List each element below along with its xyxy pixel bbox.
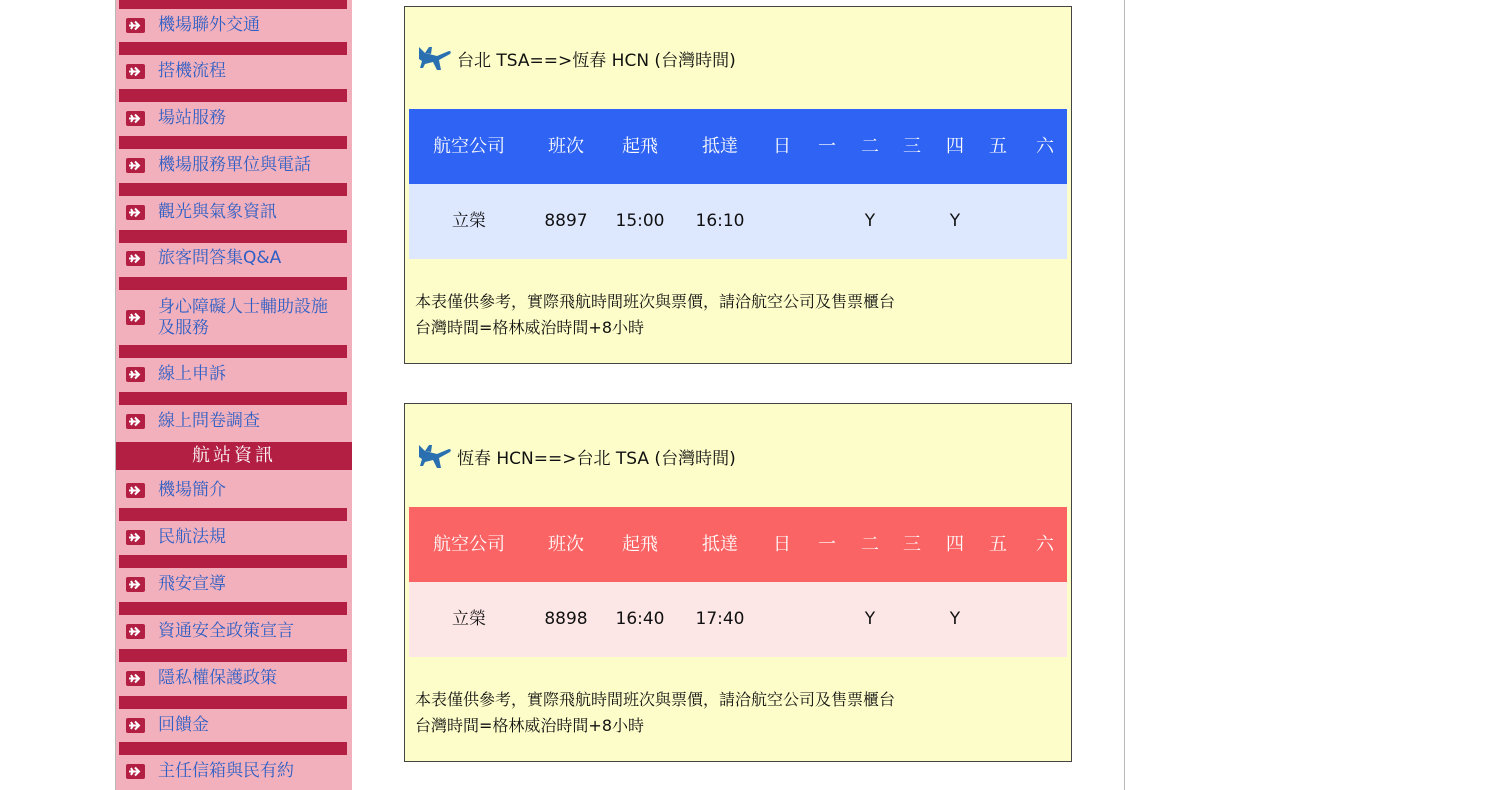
- sidebar-item-flight-safety[interactable]: [116, 572, 352, 598]
- plane-arrow-icon: [126, 414, 145, 429]
- plane-arrow-icon: [126, 251, 145, 266]
- sidebar-item-label[interactable]: 回饋金: [158, 715, 209, 735]
- column-header: 日: [773, 534, 791, 555]
- column-header: 一: [818, 534, 836, 555]
- schedule-panel: [404, 6, 1072, 364]
- column-header: 六: [1036, 136, 1054, 157]
- sidebar-item-privacy-policy[interactable]: [116, 666, 352, 692]
- column-header: 航空公司: [433, 136, 505, 157]
- column-header: 四: [946, 136, 964, 157]
- sidebar-divider: [119, 136, 347, 149]
- page-right-border: [1124, 0, 1125, 790]
- day-cell: [897, 582, 927, 657]
- sidebar-item-station-services[interactable]: [116, 106, 352, 132]
- column-header: 三: [903, 136, 921, 157]
- column-header: 抵達: [702, 136, 738, 157]
- plane-arrow-icon: [126, 671, 145, 686]
- sidebar-divider: [119, 345, 347, 358]
- sidebar-item-accessibility[interactable]: [116, 294, 352, 342]
- sidebar-divider: [119, 392, 347, 405]
- route-text: 恆春 HCN==>台北 TSA (台灣時間): [457, 448, 736, 469]
- sidebar-item-label[interactable]: 資通安全政策宣言: [158, 621, 294, 641]
- sidebar-divider: [119, 649, 347, 662]
- schedule-panel: [404, 403, 1072, 762]
- sidebar-item-label[interactable]: 機場簡介: [158, 480, 226, 500]
- schedule-panel-body: [409, 11, 1067, 359]
- schedule-table-header: [409, 507, 1067, 582]
- depart-cell: 15:00: [615, 211, 665, 231]
- sidebar-section-header: 航站資訊: [116, 442, 352, 470]
- plane-arrow-icon: [126, 624, 145, 639]
- sidebar-item-label[interactable]: 隱私權保護政策: [158, 668, 277, 688]
- table-row: [409, 582, 1067, 657]
- day-cell: [1030, 184, 1060, 259]
- day-cell: Y: [949, 609, 961, 629]
- airline-cell: 立榮: [452, 211, 486, 231]
- plane-arrow-icon: [126, 530, 145, 545]
- disclaimer-note: [415, 687, 895, 739]
- sidebar-divider: [119, 42, 347, 55]
- column-header: 起飛: [622, 136, 658, 157]
- day-cell: [983, 184, 1013, 259]
- route-heading: [417, 441, 736, 471]
- sidebar-item-airport-intro[interactable]: [116, 478, 352, 504]
- airplane-icon: [417, 441, 453, 471]
- sidebar-item-airport-transport[interactable]: [116, 13, 352, 39]
- plane-arrow-icon: [126, 64, 145, 79]
- sidebar-item-label[interactable]: 主任信箱與民有約: [158, 761, 294, 781]
- column-header: 五: [989, 534, 1007, 555]
- day-cell: Y: [949, 211, 961, 231]
- sidebar-divider: [119, 0, 347, 9]
- plane-arrow-icon: [126, 310, 145, 325]
- airline-cell: 立榮: [452, 609, 486, 629]
- column-header: 六: [1036, 534, 1054, 555]
- route-text: 台北 TSA==>恆春 HCN (台灣時間): [457, 50, 736, 71]
- plane-arrow-icon: [126, 367, 145, 382]
- column-header: 抵達: [702, 534, 738, 555]
- depart-cell: 16:40: [615, 609, 665, 629]
- schedule-table-header: [409, 109, 1067, 184]
- sidebar-item-tourism-weather[interactable]: [116, 200, 352, 226]
- column-header: 起飛: [622, 534, 658, 555]
- sidebar-item-label[interactable]: 搭機流程: [158, 61, 226, 81]
- day-cell: [812, 582, 842, 657]
- sidebar-divider: [119, 742, 347, 755]
- sidebar-item-online-survey[interactable]: [116, 409, 352, 435]
- day-cell: [767, 184, 797, 259]
- flight-cell: 8897: [544, 211, 588, 231]
- plane-arrow-icon: [126, 18, 145, 33]
- sidebar-item-label[interactable]: 觀光與氣象資訊: [158, 202, 277, 222]
- day-cell: [897, 184, 927, 259]
- airplane-icon: [417, 43, 453, 73]
- sidebar-divider: [119, 508, 347, 521]
- plane-arrow-icon: [126, 718, 145, 733]
- sidebar-divider: [119, 555, 347, 568]
- column-header: 二: [861, 534, 879, 555]
- sidebar-divider: [119, 277, 347, 290]
- sidebar-item-label[interactable]: 線上申訴: [158, 364, 226, 384]
- sidebar-item-service-units[interactable]: [116, 153, 352, 179]
- sidebar-item-aviation-law[interactable]: [116, 525, 352, 551]
- sidebar-item-label[interactable]: 旅客問答集Q&A: [158, 248, 282, 268]
- column-header: 日: [773, 136, 791, 157]
- table-row: [409, 184, 1067, 259]
- plane-arrow-icon: [126, 483, 145, 498]
- day-cell: [983, 582, 1013, 657]
- sidebar-item-director-mailbox[interactable]: [116, 759, 352, 785]
- plane-arrow-icon: [126, 577, 145, 592]
- sidebar-item-label[interactable]: 場站服務: [158, 108, 226, 128]
- arrive-cell: 17:40: [695, 609, 745, 629]
- sidebar-item-boarding-process[interactable]: [116, 59, 352, 85]
- plane-arrow-icon: [126, 205, 145, 220]
- sidebar-divider: [119, 696, 347, 709]
- arrive-cell: 16:10: [695, 211, 745, 231]
- sidebar-item-faq[interactable]: [116, 246, 352, 272]
- sidebar-item-label[interactable]: 線上問卷調查: [158, 411, 260, 431]
- column-header: 四: [946, 534, 964, 555]
- route-heading: [417, 43, 736, 73]
- schedule-panel-body: [409, 408, 1067, 757]
- sidebar-item-label[interactable]: 飛安宣導: [158, 574, 226, 594]
- flight-cell: 8898: [544, 609, 588, 629]
- note-line: 台灣時間=格林威治時間+8小時: [415, 318, 644, 337]
- sidebar-nav: [116, 0, 352, 790]
- sidebar-item-label[interactable]: 機場聯外交通: [158, 15, 260, 35]
- day-cell: [1030, 582, 1060, 657]
- day-cell: [812, 184, 842, 259]
- column-header: 五: [989, 136, 1007, 157]
- plane-arrow-icon: [126, 111, 145, 126]
- column-header: 一: [818, 136, 836, 157]
- day-cell: [767, 582, 797, 657]
- sidebar-divider: [119, 89, 347, 102]
- day-cell: Y: [864, 211, 876, 231]
- sidebar-item-label[interactable]: 民航法規: [158, 527, 226, 547]
- plane-arrow-icon: [126, 764, 145, 779]
- sidebar-divider: [119, 602, 347, 615]
- note-line: 台灣時間=格林威治時間+8小時: [415, 716, 644, 735]
- disclaimer-note: [415, 289, 895, 341]
- sidebar-item-online-complaint[interactable]: [116, 362, 352, 388]
- column-header: 二: [861, 136, 879, 157]
- column-header: 航空公司: [433, 534, 505, 555]
- note-line: 本表僅供參考，實際飛航時間班次與票價，請洽航空公司及售票櫃台: [415, 292, 896, 311]
- day-cell: Y: [864, 609, 876, 629]
- sidebar-divider: [119, 230, 347, 243]
- sidebar-item-label[interactable]: 機場服務單位與電話: [158, 155, 311, 175]
- column-header: 班次: [548, 136, 584, 157]
- sidebar-item-feedback-fund[interactable]: [116, 713, 352, 739]
- column-header: 三: [903, 534, 921, 555]
- sidebar-item-infosec-policy[interactable]: [116, 619, 352, 645]
- plane-arrow-icon: [126, 158, 145, 173]
- column-header: 班次: [548, 534, 584, 555]
- note-line: 本表僅供參考，實際飛航時間班次與票價，請洽航空公司及售票櫃台: [415, 690, 896, 709]
- sidebar-divider: [119, 183, 347, 196]
- sidebar-item-label[interactable]: 身心障礙人士輔助設施及服務: [158, 297, 328, 338]
